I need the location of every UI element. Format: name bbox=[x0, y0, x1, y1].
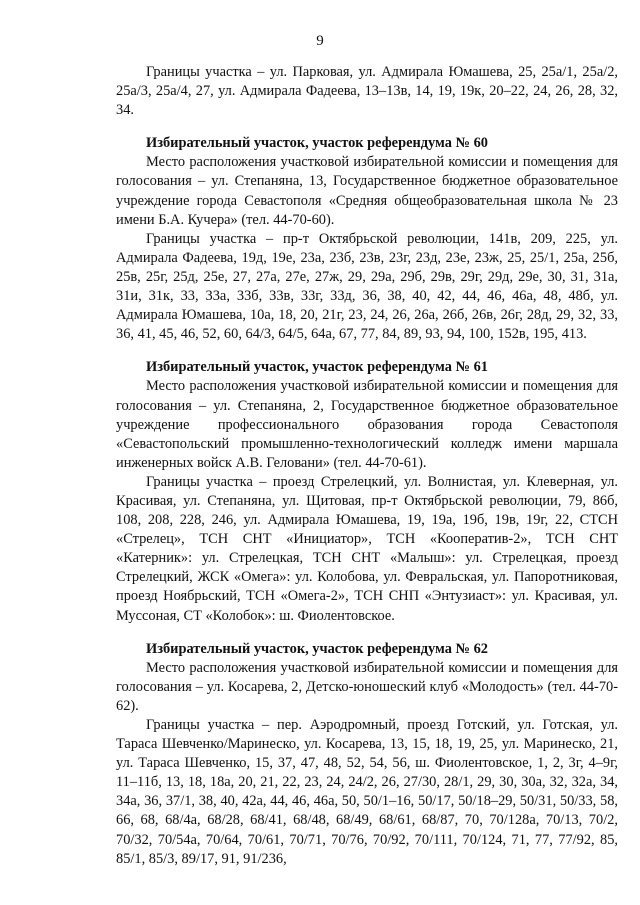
spacer bbox=[116, 120, 618, 134]
section-title-60: Избирательный участок, участок референдума № 60 bbox=[146, 135, 488, 152]
section-boundaries-61: Границы участка – проезд Стрелецкий, ул. Волнистая, ул. Клеверная, ул. Красивая, ул. Степаняна, ул. Щитовая, пр-т Октябрьской революции, 79, 86б, 108, 208, 228, 246, ул. Адмирала Юмашева, 19, 19а, 19б, 19в, 19г, 22, СТСН «Стрелец», ТСН СНТ «Инициатор», ТСН «Кооператив-2», ТСН СНТ «Катерник»: ул. Стрелецкая, ТСН СНТ «Малыш»: ул. Стрелецкая, проезд Стрелецкий, ЖСК «Омега»: ул. Колобова, ул. Февральская, ул. Папоротниковая, проезд Ноябрьский, ТСН «Омега-2», ТСН СНП «Энтузиаст»: ул. Красивая, ул. Муссоная, СТ «Колобок»: ш. Фиолентовское. bbox=[116, 473, 618, 624]
section-location-61: Место расположения участковой избирательной комиссии и помещения для голосования – ул. Степаняна, 2, Государственное бюджетное образовательное учреждение профессионального образования города Севастополя «Севастопольский промышленно-технологический колледж имени маршала инженерных войск А.В. Геловани» (тел. 44-70-61). bbox=[116, 378, 618, 471]
section-boundaries-60: Границы участка – пр-т Октябрьской революции, 141в, 209, 225, ул. Адмирала Фадеева, 19д, 19е, 23а, 23б, 23в, 23г, 23д, 23е, 23ж, 25, 25/1, 25а, 25б, 25в, 25г, 25д, 25е, 27, 27а, 27е, 27ж, 29, 29а, 29б, 29в, 29г, 29д, 29е, 30, 31, 31а, 31и, 31к, 33, 33а, 33б, 33в, 33г, 33д, 36, 38, 40, 42, 44, 46, 46а, 48, 48б, ул. Адмирала Юмашева, 10а, 18, 20, 21г, 23, 24, 26, 26а, 26б, 26в, 26г, 28д, 29, 32, 33, 36, 41, 45, 46, 52, 60, 64/3, 64/5, 64а, 67, 77, 84, 89, 93, 94, 100, 152в, 195, 413. bbox=[116, 230, 618, 343]
intro-boundaries: Границы участка – ул. Парковая, ул. Адмирала Юмашева, 25, 25а/1, 25а/2, 25а/3, 25а/4, 27, ул. Адмирала Фадеева, 13–13в, 14, 19, 19к, 20–22, 24, 26, 28, 32, 34. bbox=[116, 64, 618, 119]
document-body bbox=[116, 63, 618, 869]
page-number: 9 bbox=[316, 33, 324, 49]
section-location-60: Место расположения участковой избирательной комиссии и помещения для голосования – ул. Степаняна, 13, Государственное бюджетное образовательное учреждение города Севастополя «Средняя общеобразовательная школа № 23 имени Б.А. Кучера» (тел. 44-70-60). bbox=[116, 154, 618, 228]
section-location-62: Место расположения участковой избирательной комиссии и помещения для голосования – ул. Косарева, 2, Детско-юношеский клуб «Молодость» (тел. 44-70-62). bbox=[116, 659, 618, 714]
spacer bbox=[116, 626, 618, 640]
spacer bbox=[116, 344, 618, 358]
section-title-62: Избирательный участок, участок референдума № 62 bbox=[146, 640, 488, 657]
section-title-61: Избирательный участок, участок референдума № 61 bbox=[146, 359, 488, 376]
section-boundaries-62: Границы участка – пер. Аэродромный, проезд Готский, ул. Готская, ул. Тараса Шевченко/Маринеско, ул. Косарева, 13, 15, 18, 19, 25, ул. Маринеско, 21, ул. Тараса Шевченко, 15, 37, 47, 48, 52, 54, 56, ш. Фиолентовское, 1, 2, 3г, 4–9г, 11–11б, 13, 18, 18а, 20, 21, 22, 23, 24, 24/2, 26, 27/30, 28/1, 29, 30, 30а, 32, 32а, 34, 34а, 36, 37/1, 38, 40, 42а, 44, 46, 46а, 50, 50/1–16, 50/17, 50/18–29, 50/31, 50/33, 58, 66, 68, 68/4а, 68/28, 68/41, 68/48, 68/49, 68/61, 68/87, 70, 70/128а, 70/13, 70/2, 70/32, 70/54а, 70/64, 70/61, 70/71, 70/76, 70/92, 70/111, 70/124, 71, 77, 77/92, 85, 85/1, 85/3, 89/17, 91, 91/236, bbox=[116, 717, 618, 867]
